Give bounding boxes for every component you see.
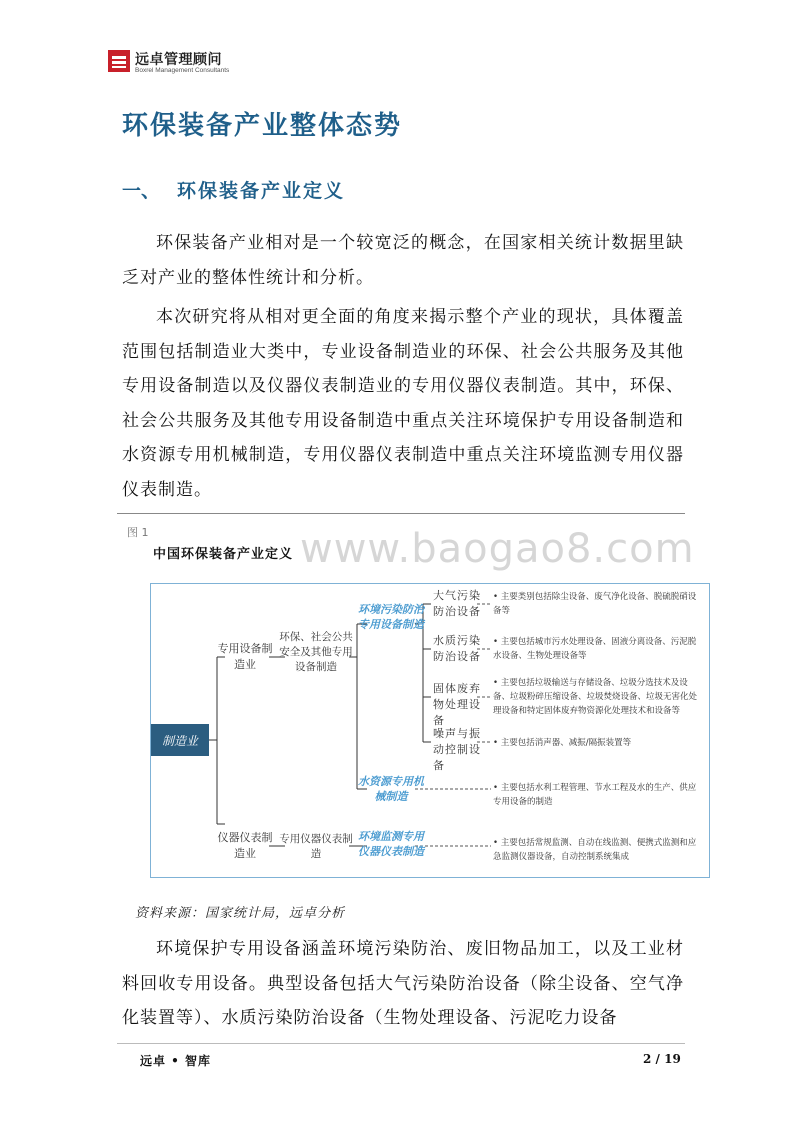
bullet-icon: • bbox=[493, 738, 501, 748]
description-solid-waste: • 主要包括垃圾输送与存储设备、垃圾分选技术及设备、垃圾粉碎压缩设备、垃圾焚烧设备、垃圾无害化处理设备和特定固体废弃物资源化处理技术和设备等 bbox=[493, 678, 698, 716]
section-number: 一、 bbox=[122, 180, 161, 202]
level2-special-instruments: 专用仪器仪表制造 bbox=[279, 833, 353, 860]
level4-solid-waste: 固体废弃物处理设备 bbox=[433, 682, 481, 727]
brand-name: 远卓管理顾问 bbox=[135, 52, 222, 68]
section-title: 环保装备产业定义 bbox=[177, 180, 346, 202]
description-air: • 主要类别包括除尘设备、废气净化设备、脱硫脱硝设备等 bbox=[493, 592, 697, 616]
level4-noise: 噪声与振动控制设备 bbox=[433, 727, 481, 772]
page-title: 环保装备产业整体态势 bbox=[122, 111, 403, 141]
figure-label: 图 1 bbox=[127, 526, 149, 539]
level3-monitoring-instruments: 环境监测专用仪器仪表制造 bbox=[358, 830, 424, 858]
description-water-machinery: • 主要包括水利工程管理、节水工程及水的生产、供应专用设备的制造 bbox=[493, 783, 697, 807]
paragraph-2: 本次研究将从相对更全面的角度来揭示整个产业的现状，具体覆盖范围包括制造业大类中，专业设备制造业的环保、社会公共服务及其他专用设备制造以及仪器仪表制造业的专用仪器仪表制造。其中，环保、社会公共服务及其他专用设备制造中重点关注环境保护专用设备制造和水资源专用机械制造，专用仪器仪表制造中重点关注环境监测专用仪器仪表制造。 bbox=[122, 307, 684, 500]
brand-name-en: Boxrel Management Consultants bbox=[135, 67, 230, 74]
root-node: 制造业 bbox=[151, 724, 209, 756]
page-number: 2 / 19 bbox=[643, 1052, 681, 1066]
bullet-icon: • bbox=[493, 637, 501, 647]
level1-equipment: 专用设备制造业 bbox=[217, 642, 273, 671]
bullet-icon: • bbox=[493, 838, 501, 848]
level4-water: 水质污染防治设备 bbox=[433, 634, 481, 663]
paragraph-1: 环保装备产业相对是一个较宽泛的概念，在国家相关统计数据里缺乏对产业的整体性统计和分析。 bbox=[122, 233, 684, 288]
bullet-icon: • bbox=[493, 592, 501, 602]
level3-pollution-control: 环境污染防治专用设备制造 bbox=[358, 603, 424, 631]
paragraph-3: 环境保护专用设备涵盖环境污染防治、废旧物品加工，以及工业材料回收专用设备。典型设备包括大气污染防治设备（除尘设备、空气净化装置等）、水质污染防治设备（生物处理设备、污泥吃力设备 bbox=[122, 939, 684, 1028]
description-water: • 主要包括城市污水处理设备、固液分离设备、污泥脱水设备、生物处理设备等 bbox=[493, 637, 697, 661]
figure-source: 资料来源：国家统计局，远卓分析 bbox=[135, 906, 346, 921]
footer-rule bbox=[117, 1043, 685, 1044]
brand-logo-icon bbox=[108, 50, 130, 72]
description-noise: • 主要包括消声器、减振/隔振装置等 bbox=[493, 738, 632, 748]
description-monitoring: • 主要包括常规监测、自动在线监测、便携式监测和应急监测仪器设备，自动控制系统集成 bbox=[493, 838, 697, 862]
level1-instruments: 仪器仪表制造业 bbox=[217, 831, 273, 860]
level3-water-machinery: 水资源专用机械制造 bbox=[358, 775, 424, 803]
level4-air: 大气污染防治设备 bbox=[433, 589, 481, 618]
bullet-icon: • bbox=[493, 783, 501, 793]
watermark: www.baogao8.com bbox=[300, 526, 695, 572]
figure-top-rule bbox=[117, 513, 685, 514]
figure-title: 中国环保装备产业定义 bbox=[153, 547, 294, 562]
industry-definition-diagram bbox=[150, 583, 710, 878]
bullet-icon: • bbox=[493, 678, 501, 688]
footer-brand: 远卓 • 智库 bbox=[140, 1054, 212, 1068]
level2-environmental-equipment: 环保、社会公共安全及其他专用设备制造 bbox=[279, 631, 353, 673]
